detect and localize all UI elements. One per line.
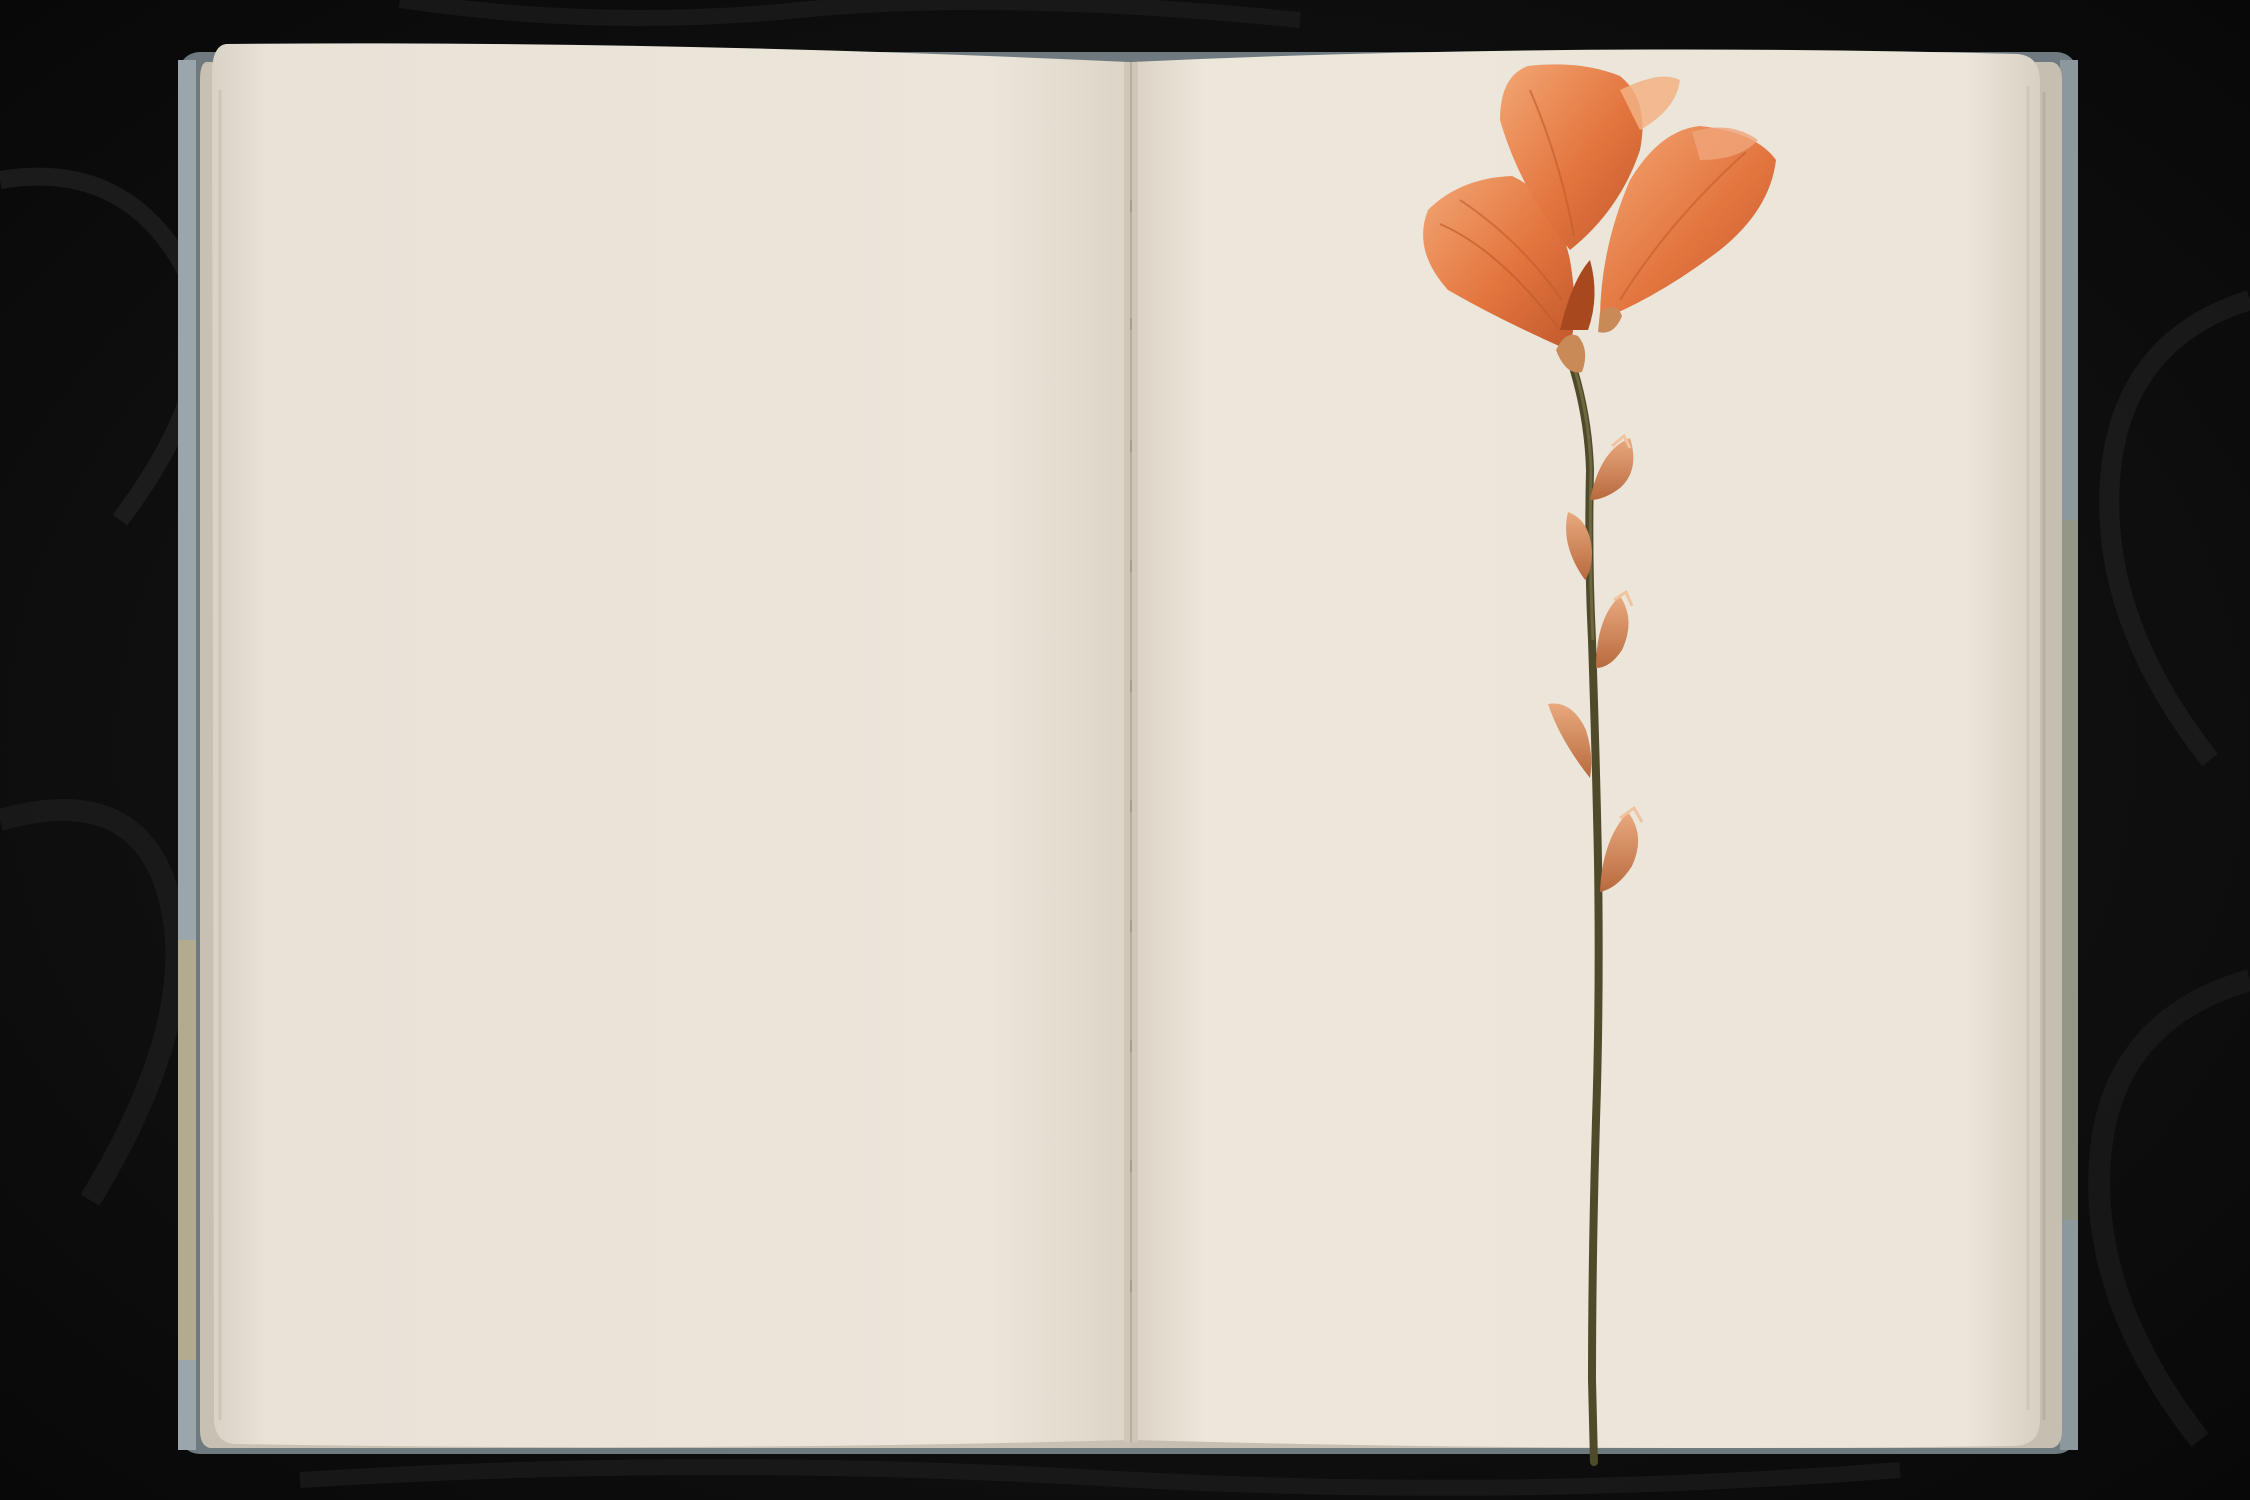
cover-pattern-left [178,940,196,1360]
cover-pattern-right [2060,520,2078,1220]
left-page [212,43,1130,1447]
